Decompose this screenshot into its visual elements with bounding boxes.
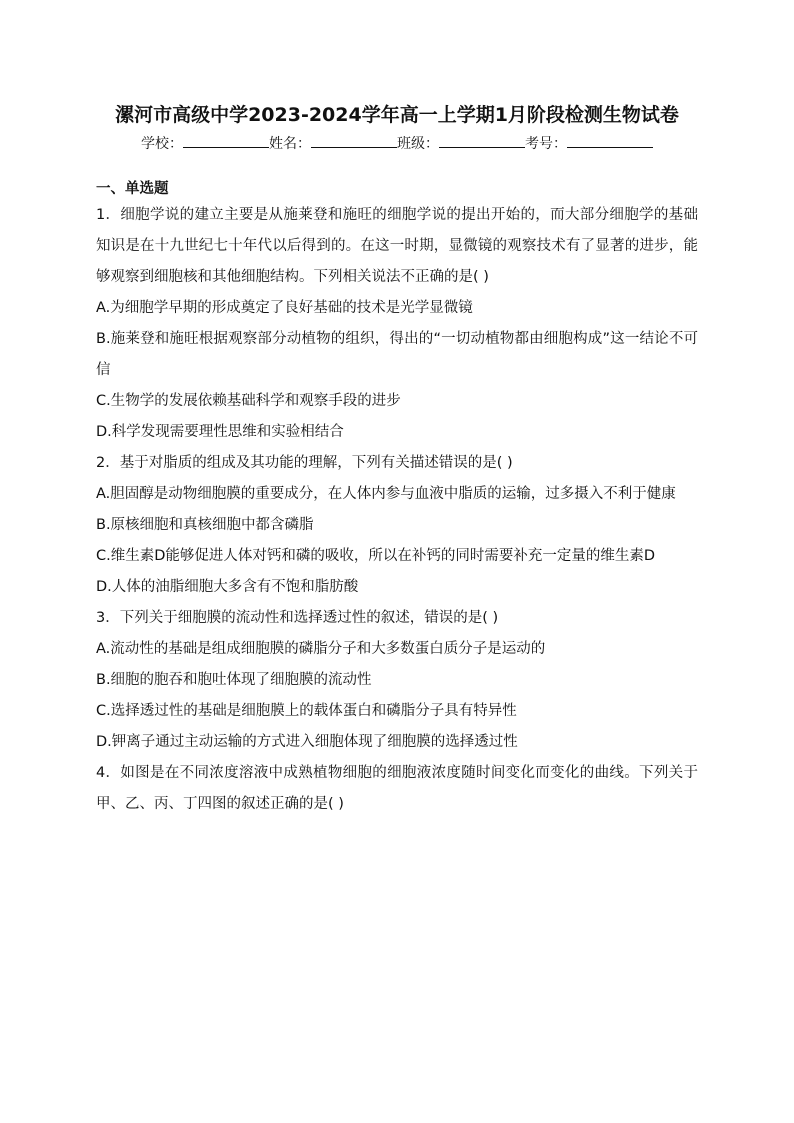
class-blank — [439, 132, 525, 148]
exam-number-label: 考号： — [525, 136, 567, 152]
question-1 — [96, 200, 698, 448]
name-label: 姓名： — [269, 136, 311, 152]
exam-number-blank — [567, 132, 653, 148]
option-c: C.选择透过性的基础是细胞膜上的载体蛋白和磷脂分子具有特异性 — [96, 703, 517, 719]
question-3 — [96, 603, 698, 758]
exam-title: 漯河市高级中学2023-2024学年高一上学期1月阶段检测生物试卷 — [115, 104, 679, 126]
option-a: A.为细胞学早期的形成奠定了良好基础的技术是光学显微镜 — [96, 300, 473, 316]
school-field — [141, 132, 269, 156]
name-field — [269, 132, 397, 156]
student-info-line — [96, 132, 698, 156]
name-blank — [311, 132, 397, 148]
option-b: B.细胞的胞吞和胞吐体现了细胞膜的流动性 — [96, 672, 372, 688]
option-d: D.人体的油脂细胞大多含有不饱和脂肪酸 — [96, 579, 359, 595]
question-stem: 4．如图是在不同浓度溶液中成熟植物细胞的细胞液浓度随时间变化而变化的曲线。下列关于甲、乙、丙、丁四图的叙述正确的是( ) — [96, 765, 698, 812]
option-a: A.流动性的基础是组成细胞膜的磷脂分子和大多数蛋白质分子是运动的 — [96, 641, 546, 657]
school-blank — [183, 132, 269, 148]
section-title: 一、单选题 — [96, 181, 169, 197]
exam-number-field — [525, 132, 653, 156]
option-b: B.施莱登和施旺根据观察部分动植物的组织，得出的“一切动植物都由细胞构成”这一结论不可信 — [96, 331, 698, 378]
question-4 — [96, 758, 698, 820]
class-label: 班级： — [397, 136, 439, 152]
question-stem: 2．基于对脂质的组成及其功能的理解，下列有关描述错误的是( ) — [96, 455, 513, 471]
option-d: D.科学发现需要理性思维和实验相结合 — [96, 424, 344, 440]
class-field — [397, 132, 525, 156]
question-2 — [96, 448, 698, 603]
option-a: A.胆固醇是动物细胞膜的重要成分，在人体内参与血液中脂质的运输，过多摄入不利于健康 — [96, 486, 676, 502]
question-stem: 3．下列关于细胞膜的流动性和选择透过性的叙述，错误的是( ) — [96, 610, 499, 626]
school-label: 学校： — [141, 136, 183, 152]
option-d: D.钾离子通过主动运输的方式进入细胞体现了细胞膜的选择透过性 — [96, 734, 518, 750]
option-c: C.生物学的发展依赖基础科学和观察手段的进步 — [96, 393, 401, 409]
option-b: B.原核细胞和真核细胞中都含磷脂 — [96, 517, 314, 533]
question-stem: 1．细胞学说的建立主要是从施莱登和施旺的细胞学说的提出开始的，而大部分细胞学的基础知识是在十九世纪七十年代以后得到的。在这一时期，显微镜的观察技术有了显著的进步，能够观察到细胞核和其他细胞结构。下列相关说法不正确的是( ) — [96, 207, 698, 285]
option-c: C.维生素D能够促进人体对钙和磷的吸收，所以在补钙的同时需要补充一定量的维生素D — [96, 548, 656, 564]
